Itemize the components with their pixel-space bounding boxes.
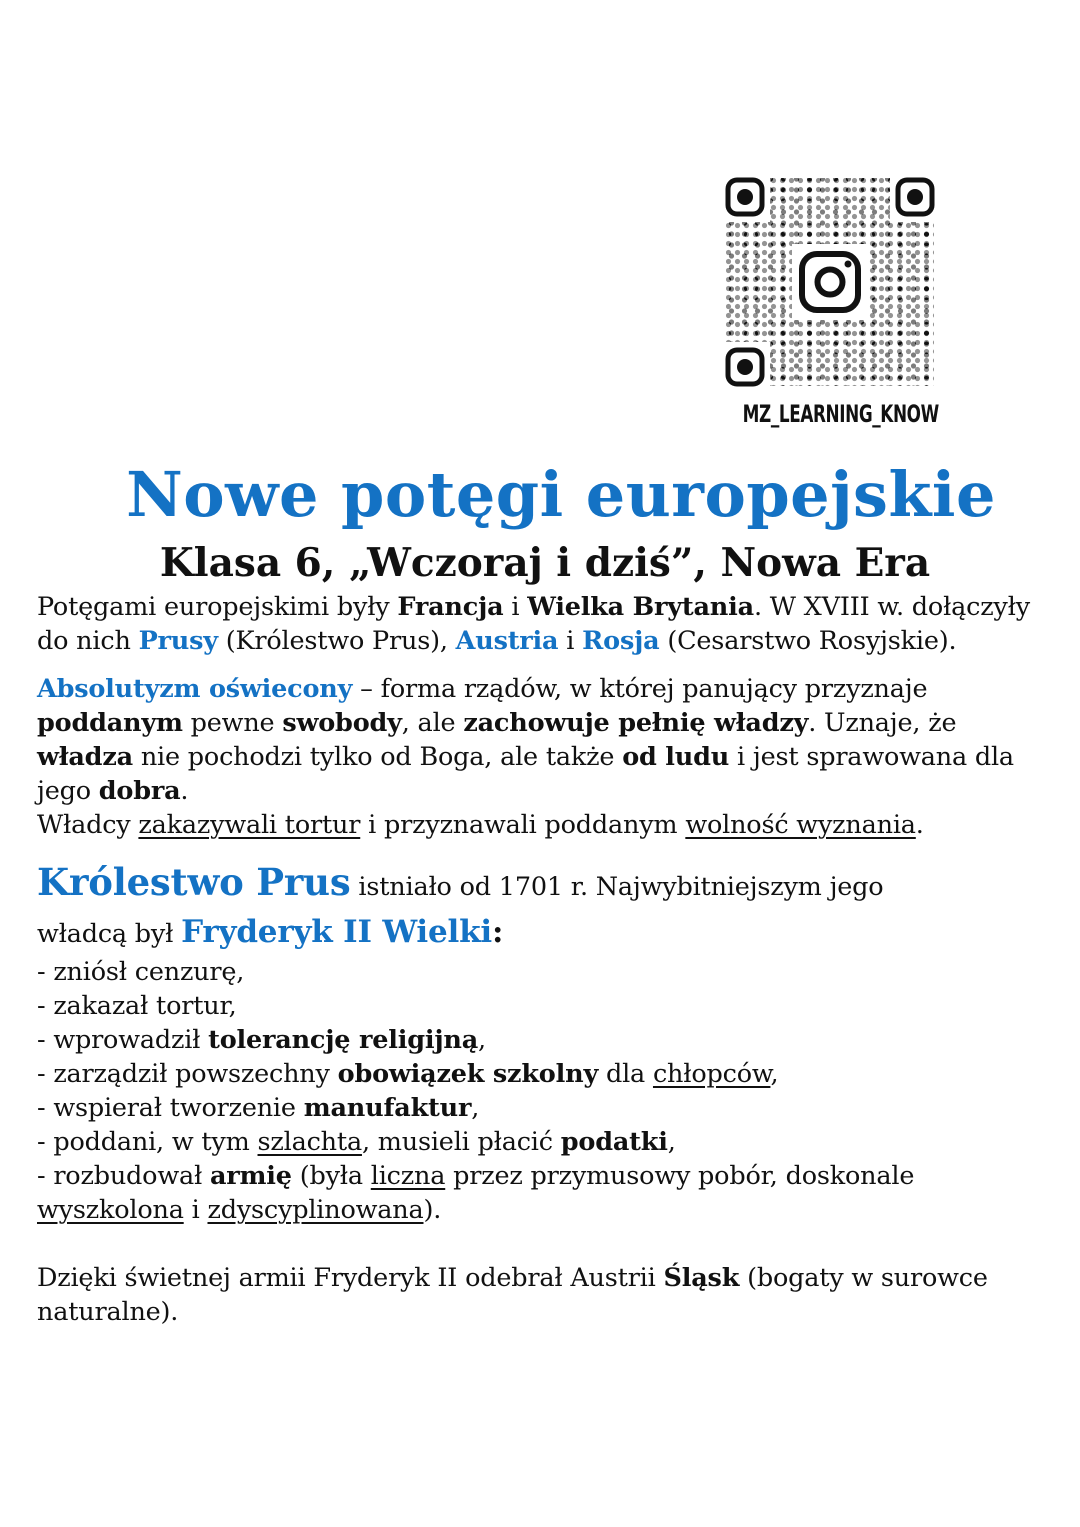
absolutism-paragraph: Absolutyzm oświecony – forma rządów, w której panujący przyznaje poddanym pewne swobody, ale zachowuje pełnię władzy. Uznaje, że władza nie pochodzi tylko od Boga, ale także od ludu i jest sprawowana dla jego dobra. bbox=[37, 674, 1014, 806]
term-francja: Francja bbox=[397, 592, 504, 622]
list-item: - zarządził powszechny obowiązek szkolny dla chłopców, bbox=[37, 1059, 779, 1089]
term-austria: Austria bbox=[455, 626, 559, 656]
term-absolutyzm: Absolutyzm oświecony bbox=[37, 674, 353, 704]
instagram-handle: MZ_LEARNING_KNOW bbox=[742, 400, 939, 428]
term-prusy: Prusy bbox=[138, 626, 218, 656]
instagram-qr-block bbox=[718, 176, 942, 428]
qr-code-pattern bbox=[724, 176, 936, 388]
ruler-name: Fryderyk II Wielki bbox=[181, 914, 492, 950]
reforms-list bbox=[37, 955, 1047, 1227]
rulers-paragraph: Władcy zakazywali tortur i przyznawali poddanym wolność wyznania. bbox=[37, 810, 924, 840]
list-item: - wspierał tworzenie manufaktur, bbox=[37, 1093, 480, 1123]
intro-paragraph: Potęgami europejskimi były Francja i Wielka Brytania. W XVIII w. dołączyły do nich Prusy (Królestwo Prus), Austria i Rosja (Cesarstwo Rosyjskie). bbox=[37, 592, 1030, 656]
list-item: - wprowadził tolerancję religijną, bbox=[37, 1025, 486, 1055]
ruler-line: władcą był Fryderyk II Wielki: bbox=[37, 914, 504, 950]
conclusion-paragraph: Dzięki świetnej armii Fryderyk II odebrał Austrii Śląsk (bogaty w surowce naturalne). bbox=[37, 1263, 988, 1327]
section-heading-prussia: Królestwo Prus bbox=[37, 860, 351, 904]
page-title: Nowe potęgi europejskie bbox=[126, 458, 996, 531]
term-slask: Śląsk bbox=[663, 1263, 740, 1293]
prussia-heading-line: Królestwo Prus istniało od 1701 r. Najwybitniejszym jego bbox=[37, 860, 884, 904]
list-item: - rozbudował armię (była liczna przez przymusowy pobór, doskonale wyszkolona i zdyscyplinowana). bbox=[37, 1161, 915, 1225]
list-item: - poddani, w tym szlachta, musieli płacić podatki, bbox=[37, 1127, 676, 1157]
qr-code bbox=[724, 176, 936, 388]
document-body bbox=[37, 590, 1047, 1329]
term-rosja: Rosja bbox=[582, 626, 660, 656]
term-wielka-brytania: Wielka Brytania bbox=[527, 592, 754, 622]
list-item: - zakazał tortur, bbox=[37, 991, 237, 1021]
page-subtitle: Klasa 6, „Wczoraj i dziś”, Nowa Era bbox=[159, 540, 931, 586]
list-item: - zniósł cenzurę, bbox=[37, 957, 245, 987]
